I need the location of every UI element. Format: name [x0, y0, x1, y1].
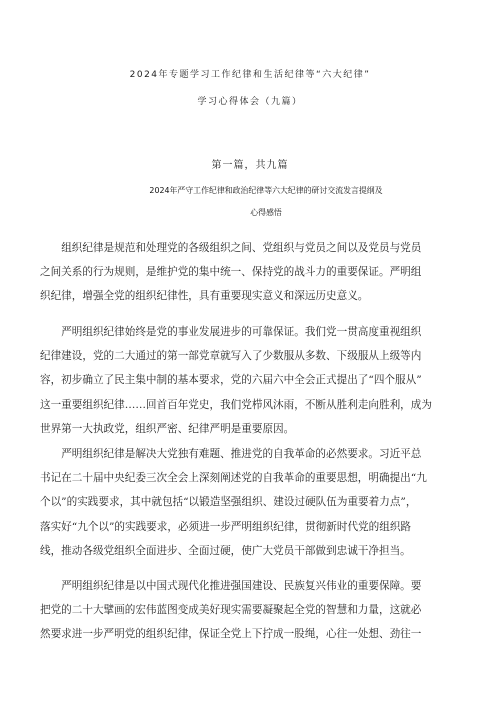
body-paragraph	[40, 236, 478, 309]
body-paragraph	[40, 320, 478, 441]
paragraph-line: 严明组织纪律是以中国式现代化推进强国建设、民族复兴伟业的重要保障。要	[61, 580, 422, 592]
paragraph-line: 纪律建设，党的二大通过的第一部党章就写入了少数服从多数、下级服从上级等内	[40, 350, 422, 363]
paragraph-line: 严明组织纪律是解决大党独有难题、推进党的自我革命的必然要求。习近平总	[61, 448, 422, 460]
paragraph-line: 组织纪律是规范和处理党的各级组织之间、党组织与党员之间以及党员与党员	[61, 242, 422, 254]
paragraph-line: 书记在二十届中央纪委三次全会上深刻阐述党的自我革命的重要思想，明确提出“九	[40, 472, 427, 485]
paragraph-line: 之间关系的行为规则，是维护党的集中统一、保持党的战斗力的重要保证。严明组	[40, 266, 422, 279]
paragraph-line: 把党的二十大擘画的宏伟蓝图变成美好现实需要凝聚起全党的智慧和力量，这就必	[40, 604, 422, 617]
document-title-line1: 2024年专题学习工作纪律和生活纪律等“六大纪律”	[129, 70, 371, 80]
body-paragraph	[40, 574, 478, 647]
paragraph-line: 落实好“九个以”的实践要求，必须进一步严明组织纪律，贯彻新时代党的组织路	[40, 520, 412, 533]
section-title-line2: 心得感悟	[250, 208, 282, 217]
paragraph-line: 线，推动各级党组织全面进步、全面过硬，使广大党员干部做到忠诚干净担当。	[40, 544, 411, 557]
paragraph-line: 这一重要组织纪律……回首百年党史，我们党栉风沐雨，不断从胜利走向胜利，成为	[40, 398, 432, 411]
paragraph-line: 容，初步确立了民主集中制的基本要求，党的六届六中全会正式提出了“四个服从”	[40, 374, 422, 387]
paragraph-line: 个以”的实践要求，其中就包括“以锻造坚强组织、建设过硬队伍为重要着力点”，	[40, 496, 417, 509]
paragraph-line: 严明组织纪律始终是党的事业发展进步的可靠保证。我们党一贯高度重视组织	[61, 326, 422, 338]
part-label: 第一篇，共九篇	[211, 160, 289, 171]
section-title-line1: 2024年严守工作纪律和政治纪律等六大纪律的研讨交流发言提纲及	[149, 186, 383, 195]
paragraph-line: 织纪律，增强全党的组织纪律性，具有重要现实意义和深远历史意义。	[40, 290, 369, 303]
paragraph-line: 世界第一大执政党，组织严密、纪律严明是重要原因。	[40, 422, 295, 435]
body-paragraph	[40, 442, 478, 563]
document-title-line2: 学习心得体会（九篇）	[197, 97, 303, 107]
paragraph-line: 然要求进一步严明党的组织纪律，保证全党上下拧成一股绳，心往一处想、劲往一	[40, 628, 422, 641]
